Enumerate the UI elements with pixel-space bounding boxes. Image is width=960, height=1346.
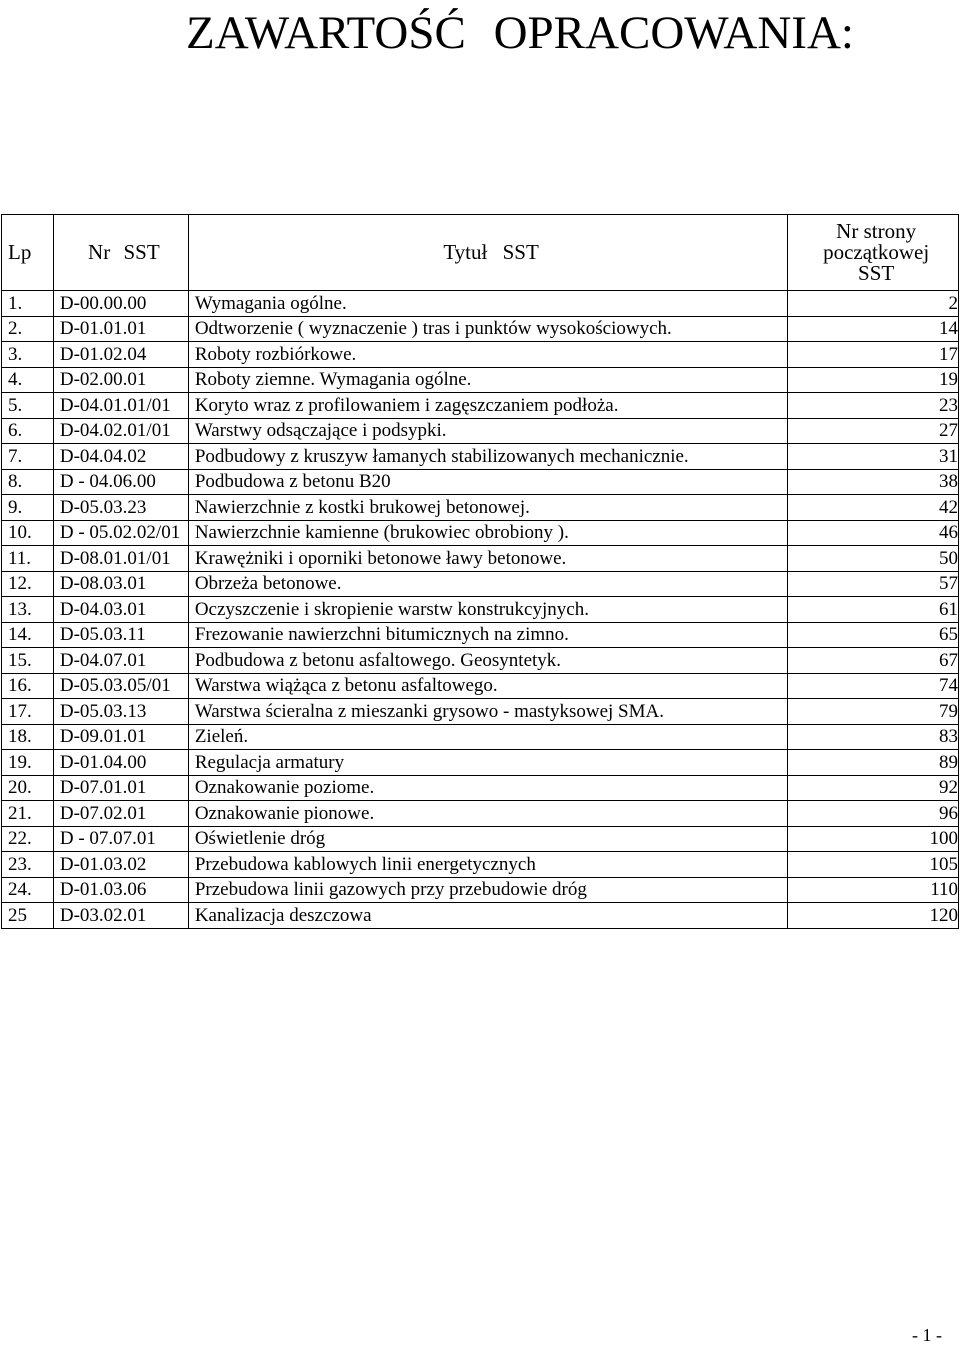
sst-title: Oczyszczenie i skropienie warstw konstrukcyjnych. xyxy=(188,597,787,623)
start-page: 100 xyxy=(788,826,959,852)
row-number: 23. xyxy=(2,852,54,878)
start-page: 61 xyxy=(788,597,959,623)
sst-title: Obrzeża betonowe. xyxy=(188,571,787,597)
sst-title: Nawierzchnie z kostki brukowej betonowej. xyxy=(188,495,787,521)
table-row xyxy=(2,903,959,929)
sst-code: D-05.03.05/01 xyxy=(53,673,188,699)
table-row xyxy=(2,826,959,852)
table-row xyxy=(2,291,959,317)
sst-code: D - 05.02.02/01 xyxy=(53,520,188,546)
sst-title: Warstwa wiążąca z betonu asfaltowego. xyxy=(188,673,787,699)
page-number: - 1 - xyxy=(912,1325,942,1345)
table-row xyxy=(2,393,959,419)
sst-code: D-08.01.01/01 xyxy=(53,546,188,572)
row-number: 17. xyxy=(2,699,54,725)
table-row xyxy=(2,877,959,903)
start-page: 38 xyxy=(788,469,959,495)
sst-code: D-09.01.01 xyxy=(53,724,188,750)
start-page: 105 xyxy=(788,852,959,878)
table-body xyxy=(2,291,959,929)
sst-code: D-01.03.06 xyxy=(53,877,188,903)
table-header-row xyxy=(2,215,959,291)
header-lp: Lp xyxy=(2,215,54,291)
start-page: 110 xyxy=(788,877,959,903)
sst-title: Warstwa ścieralna z mieszanki grysowo - mastyksowej SMA. xyxy=(188,699,787,725)
sst-code: D-00.00.00 xyxy=(53,291,188,317)
start-page: 96 xyxy=(788,801,959,827)
sst-title: Oznakowanie pionowe. xyxy=(188,801,787,827)
sst-title: Odtworzenie ( wyznaczenie ) tras i punktów wysokościowych. xyxy=(188,316,787,342)
row-number: 14. xyxy=(2,622,54,648)
sst-code: D-05.03.11 xyxy=(53,622,188,648)
sst-title: Podbudowa z betonu B20 xyxy=(188,469,787,495)
sst-code: D-08.03.01 xyxy=(53,571,188,597)
table-row xyxy=(2,342,959,368)
sst-code: D-01.03.02 xyxy=(53,852,188,878)
sst-title: Przebudowa kablowych linii energetycznych xyxy=(188,852,787,878)
sst-title: Warstwy odsączające i podsypki. xyxy=(188,418,787,444)
sst-code: D-01.01.01 xyxy=(53,316,188,342)
sst-code: D-07.01.01 xyxy=(53,775,188,801)
table-row xyxy=(2,597,959,623)
sst-code: D-02.00.01 xyxy=(53,367,188,393)
sst-code: D - 04.06.00 xyxy=(53,469,188,495)
sst-title: Kanalizacja deszczowa xyxy=(188,903,787,929)
start-page: 89 xyxy=(788,750,959,776)
sst-code: D-01.04.00 xyxy=(53,750,188,776)
sst-title: Regulacja armatury xyxy=(188,750,787,776)
header-start-page-line2: początkowej xyxy=(823,240,930,264)
row-number: 9. xyxy=(2,495,54,521)
row-number: 6. xyxy=(2,418,54,444)
sst-code: D-05.03.23 xyxy=(53,495,188,521)
row-number: 16. xyxy=(2,673,54,699)
table-row xyxy=(2,801,959,827)
sst-code: D-01.02.04 xyxy=(53,342,188,368)
sst-title: Wymagania ogólne. xyxy=(188,291,787,317)
row-number: 4. xyxy=(2,367,54,393)
header-start-page-line1: Nr strony xyxy=(836,219,917,243)
sst-title: Koryto wraz z profilowaniem i zagęszczaniem podłoża. xyxy=(188,393,787,419)
sst-code: D-04.07.01 xyxy=(53,648,188,674)
table-row xyxy=(2,648,959,674)
header-start-page-line3: SST xyxy=(858,261,895,285)
document-title: ZAWARTOŚĆ OPRACOWANIA: xyxy=(186,7,854,59)
row-number: 24. xyxy=(2,877,54,903)
start-page: 57 xyxy=(788,571,959,597)
start-page: 65 xyxy=(788,622,959,648)
table-row xyxy=(2,520,959,546)
sst-code: D-04.04.02 xyxy=(53,444,188,470)
start-page: 14 xyxy=(788,316,959,342)
row-number: 18. xyxy=(2,724,54,750)
start-page: 19 xyxy=(788,367,959,393)
table-row xyxy=(2,495,959,521)
start-page: 42 xyxy=(788,495,959,521)
row-number: 11. xyxy=(2,546,54,572)
row-number: 20. xyxy=(2,775,54,801)
table-row xyxy=(2,546,959,572)
sst-code: D-04.01.01/01 xyxy=(53,393,188,419)
row-number: 21. xyxy=(2,801,54,827)
sst-title: Podbudowa z betonu asfaltowego. Geosyntetyk. xyxy=(188,648,787,674)
table-row xyxy=(2,418,959,444)
row-number: 15. xyxy=(2,648,54,674)
header-nr-sst: Nr SST xyxy=(53,215,188,291)
table-row xyxy=(2,316,959,342)
sst-code: D - 07.07.01 xyxy=(53,826,188,852)
start-page: 31 xyxy=(788,444,959,470)
sst-title: Oznakowanie poziome. xyxy=(188,775,787,801)
start-page: 23 xyxy=(788,393,959,419)
sst-title: Frezowanie nawierzchni bitumicznych na zimno. xyxy=(188,622,787,648)
table-row xyxy=(2,444,959,470)
row-number: 12. xyxy=(2,571,54,597)
table-row xyxy=(2,367,959,393)
start-page: 67 xyxy=(788,648,959,674)
table-row xyxy=(2,775,959,801)
table-row xyxy=(2,571,959,597)
sst-title: Nawierzchnie kamienne (brukowiec obrobiony ). xyxy=(188,520,787,546)
sst-code: D-04.03.01 xyxy=(53,597,188,623)
contents-table xyxy=(1,214,959,929)
row-number: 10. xyxy=(2,520,54,546)
sst-title: Roboty ziemne. Wymagania ogólne. xyxy=(188,367,787,393)
header-title-sst: Tytuł SST xyxy=(188,215,787,291)
start-page: 17 xyxy=(788,342,959,368)
sst-title: Krawężniki i oporniki betonowe ławy betonowe. xyxy=(188,546,787,572)
sst-code: D-05.03.13 xyxy=(53,699,188,725)
row-number: 2. xyxy=(2,316,54,342)
row-number: 1. xyxy=(2,291,54,317)
row-number: 8. xyxy=(2,469,54,495)
table-row xyxy=(2,622,959,648)
table-row xyxy=(2,724,959,750)
row-number: 22. xyxy=(2,826,54,852)
sst-title: Podbudowy z kruszyw łamanych stabilizowanych mechanicznie. xyxy=(188,444,787,470)
start-page: 50 xyxy=(788,546,959,572)
sst-code: D-03.02.01 xyxy=(53,903,188,929)
header-start-page xyxy=(788,215,959,291)
row-number: 5. xyxy=(2,393,54,419)
start-page: 2 xyxy=(788,291,959,317)
start-page: 79 xyxy=(788,699,959,725)
sst-title: Zieleń. xyxy=(188,724,787,750)
sst-code: D-07.02.01 xyxy=(53,801,188,827)
start-page: 120 xyxy=(788,903,959,929)
start-page: 83 xyxy=(788,724,959,750)
table-row xyxy=(2,699,959,725)
row-number: 19. xyxy=(2,750,54,776)
table-row xyxy=(2,469,959,495)
row-number: 13. xyxy=(2,597,54,623)
start-page: 74 xyxy=(788,673,959,699)
sst-title: Przebudowa linii gazowych przy przebudowie dróg xyxy=(188,877,787,903)
sst-title: Roboty rozbiórkowe. xyxy=(188,342,787,368)
sst-title: Oświetlenie dróg xyxy=(188,826,787,852)
row-number: 3. xyxy=(2,342,54,368)
table-row xyxy=(2,750,959,776)
row-number: 7. xyxy=(2,444,54,470)
table-row xyxy=(2,673,959,699)
start-page: 92 xyxy=(788,775,959,801)
start-page: 27 xyxy=(788,418,959,444)
sst-code: D-04.02.01/01 xyxy=(53,418,188,444)
row-number: 25 xyxy=(2,903,54,929)
start-page: 46 xyxy=(788,520,959,546)
table-row xyxy=(2,852,959,878)
